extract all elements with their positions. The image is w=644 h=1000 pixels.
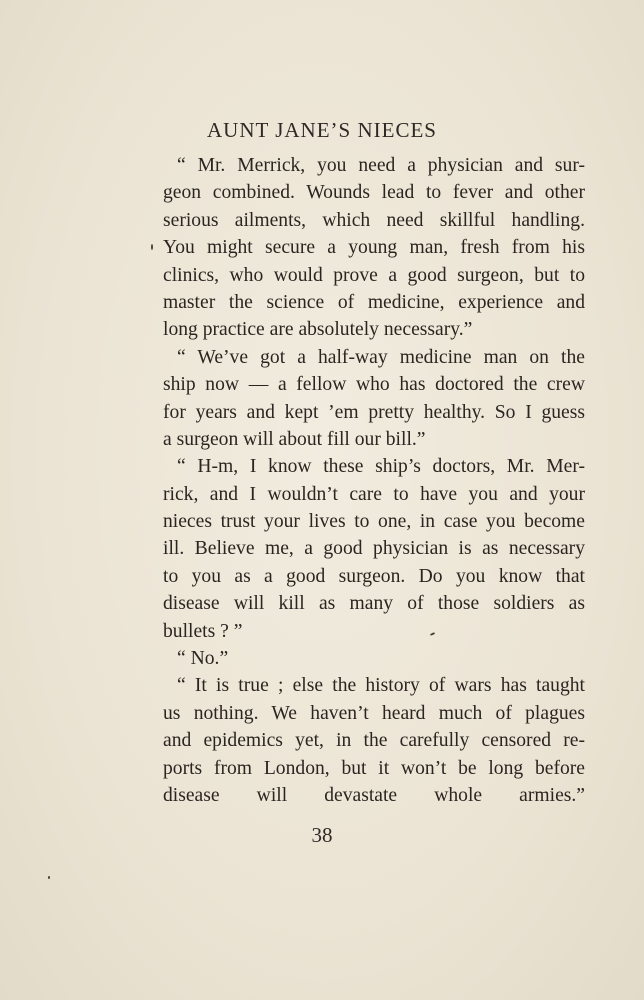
text-line: “ H-m, I know these ship’s doctors, Mr. Mer-: [177, 456, 585, 478]
text-line: “ No.”: [177, 648, 229, 670]
text-line: bullets ? ”: [163, 620, 243, 642]
text-line: disease will devastate whole armies.”: [163, 784, 585, 806]
paper-speck: [151, 244, 153, 250]
text-line: “ Mr. Merrick, you need a physician and sur-: [177, 155, 585, 176]
text-line: “ We’ve got a half-way medicine man on the: [177, 346, 585, 368]
text-line: us nothing. We haven’t heard much of plagues: [163, 702, 585, 724]
running-title: AUNT JANE’S NIECES: [207, 118, 437, 142]
text-line: and epidemics yet, in the carefully censored re-: [163, 730, 585, 752]
text-line: geon combined. Wounds lead to fever and other: [163, 182, 585, 204]
text-line: master the science of medicine, experience and: [163, 291, 585, 313]
text-line: for years and kept ’em pretty healthy. So I guess: [163, 401, 585, 423]
text-line: ship now — a fellow who has doctored the crew: [163, 374, 585, 396]
text-line: serious ailments, which need skillful handling.: [163, 209, 585, 231]
body-text: [163, 152, 585, 809]
text-line: ill. Believe me, a good physician is as necessary: [163, 538, 585, 560]
text-line: long practice are absolutely necessary.”: [163, 319, 473, 341]
text-line: “ It is true ; else the history of wars has taught: [177, 675, 585, 697]
page-number: 38: [311, 823, 333, 847]
text-line: rick, and I wouldn’t care to have you and your: [163, 483, 585, 505]
text-line: to you as a good surgeon. Do you know that: [163, 565, 585, 587]
paper-speck: [48, 876, 50, 879]
text-line: You might secure a young man, fresh from his: [163, 237, 585, 259]
text-line: disease will kill as many of those soldiers as: [163, 593, 585, 615]
text-line: nieces trust your lives to one, in case you become: [163, 511, 585, 533]
text-line: clinics, who would prove a good surgeon, but to: [163, 264, 585, 286]
text-line: a surgeon will about fill our bill.”: [163, 428, 426, 450]
text-line: ports from London, but it won’t be long before: [163, 757, 585, 779]
